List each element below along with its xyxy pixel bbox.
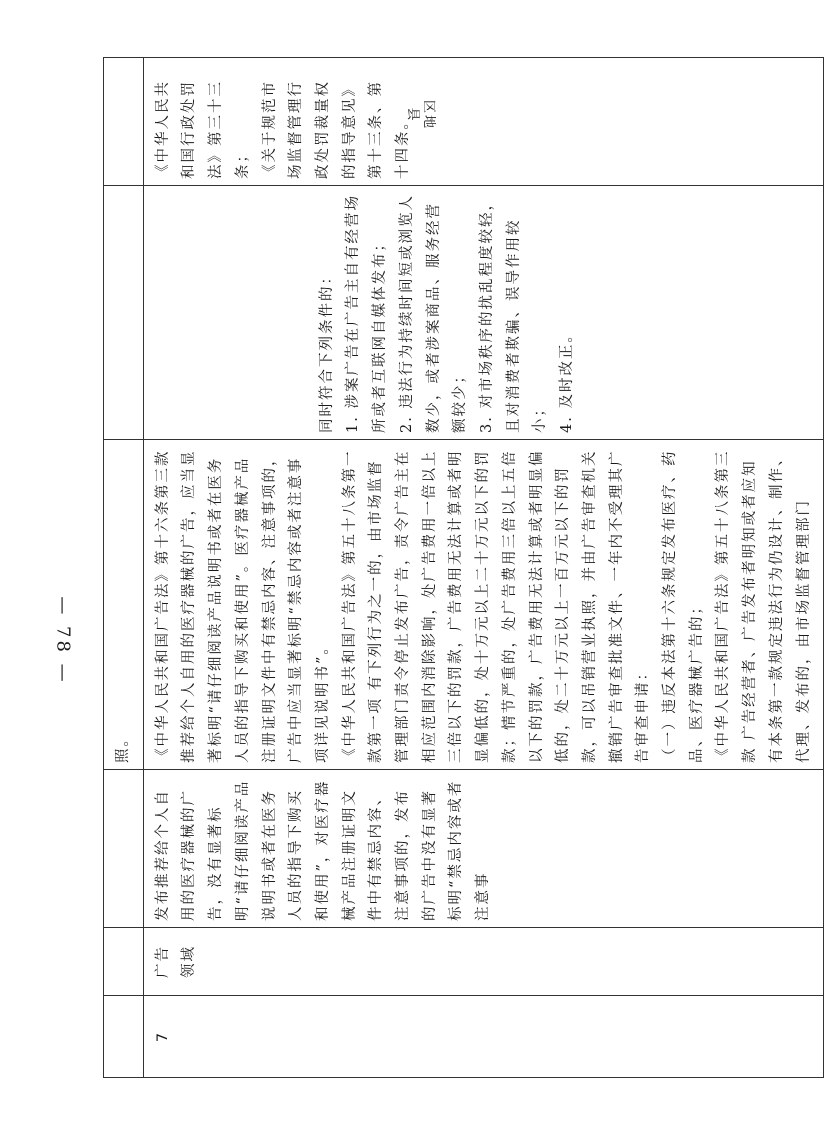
area-cell: [143, 928, 824, 996]
conditions-cell: [143, 186, 824, 440]
evidence-cell: [143, 58, 824, 186]
document-table: [103, 58, 812, 1078]
evidence-cell-top: [104, 58, 144, 186]
area-cell-top: [104, 928, 144, 996]
evidence-text: 《中华人民共和国行政处罚法》第三十三条； 《关于规范市场监督管理行政处罚裁量权的指导意见》第十三条、第十四条。: [154, 80, 412, 179]
region-label: 区地 县: [404, 99, 436, 131]
region-label-box: [390, 95, 450, 135]
illegal-act-cell-top: [104, 770, 144, 928]
seq-cell: [143, 996, 824, 1078]
rotated-table-host: [103, 58, 812, 1078]
illegal-act-text: 发布推荐给个人自用的医疗器械的广告，没有显著标明“请仔细阅读产品说明书或者在医务人员的指导下购买和使用”，对医疗器械产品注册证明文件中有禁忌内容、注意事项的，发布的广告中没有显著标明“禁忌内容或者注意事: [154, 779, 492, 921]
continuation-text: 照。: [115, 730, 131, 763]
page-number: [48, 540, 78, 740]
conditions-text: 同时符合下列条件的： 1. 涉案广告在广告主自有经营场所或者互联网自媒体发布； 2. 违法行为持续时间短或浏览人数少，或者涉案商品、服务经营额较少； 3. 对市场秩序的扰乱程度较轻，且对消费者欺骗、误导作用较小； 4. 及时改正。: [318, 194, 576, 433]
page-number-text: — 78 —: [52, 595, 74, 685]
row-number: 7: [154, 1030, 171, 1043]
conditions-cell-top: [104, 186, 144, 440]
legal-basis-cell: [143, 440, 824, 770]
legal-basis-text: 《中华人民共和国广告法》第十六条第三款 推荐给个人自用的医疗器械的广告，应当显著标明“请仔细阅读产品说明书或者在医务人员的指导下购买和使用”。医疗器械产品注册证明文件中有禁忌内容、注意事项的，广告中应当显著标明“禁忌内容或者注意事项详见说明书”。 《中华人民共和国广告法》第五十八条第一款第一项 有下列行为之一的，由市场监督管理部门责令停止发布广告，责令广告主在相应范围内消除影响，处广告费用一倍以上三倍以下的罚款，广告费用无法计算或者明显偏低的，处十万元以上二十万元以下的罚款；情节严重的，处广告费用三倍以上五倍以下的罚款，广告费用无法计算或者明显偏低的，处二十万元以上一百万元以下的罚款，可以吊销营业执照，并由广告审查机关撤销广告审查批准文件、一年内不受理其广告审查申请： （一）违反本法第十六条规定发布医疗、药品、医疗器械广告的； 《中华人民共和国广告法》第五十八条第三款 广告经营者、广告发布者明知或者应知有本条第一款规定违法行为仍设计、制作、代理、发布的，由市场监督管理部门: [154, 449, 812, 763]
illegal-act-cell: [143, 770, 824, 928]
regulation-table: [103, 57, 824, 1078]
table-row: [104, 58, 144, 1078]
area-label: 广告 领域: [154, 945, 198, 978]
seq-cell-top: [104, 996, 144, 1078]
table-row: [143, 58, 824, 1078]
legal-basis-cell-top: [104, 440, 144, 770]
